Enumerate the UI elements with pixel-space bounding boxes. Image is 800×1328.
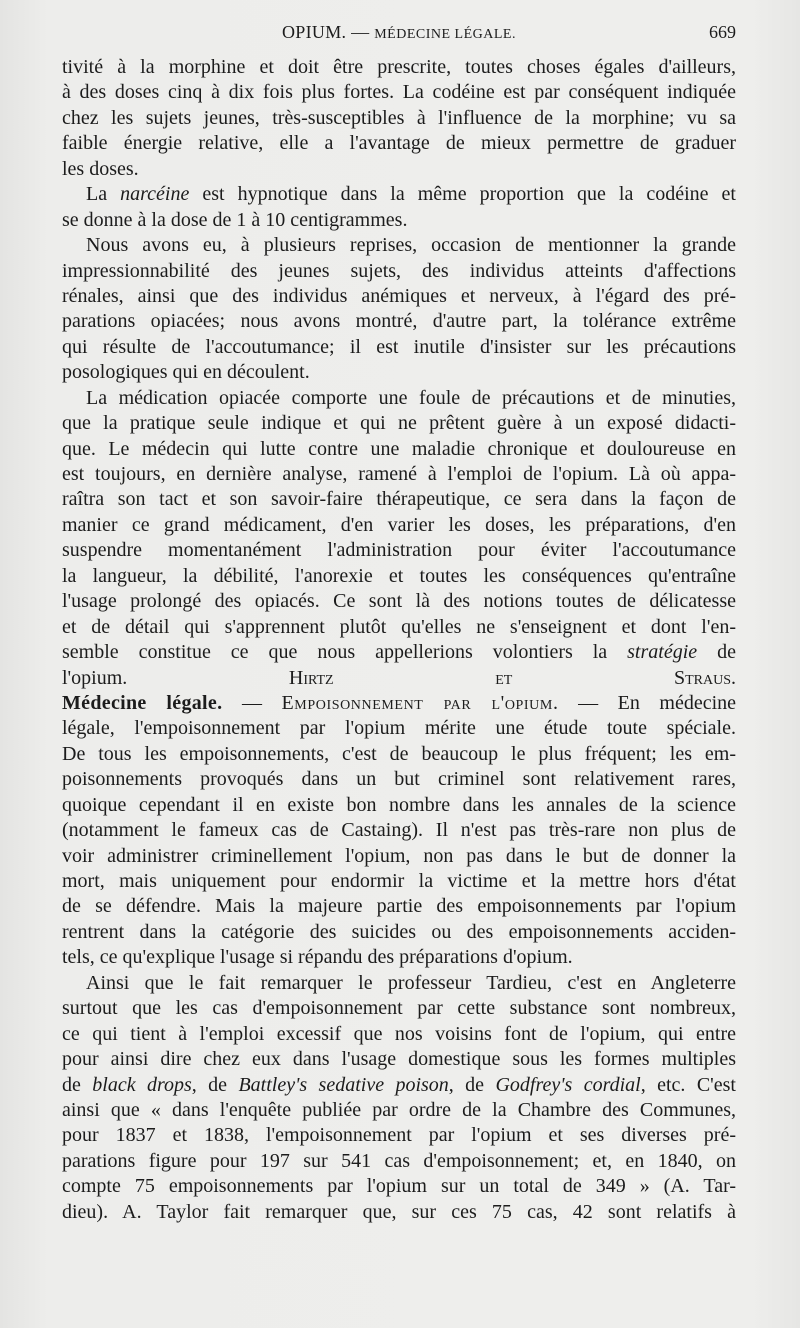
text-line: pour 1837 et 1838, l'empoisonnement par l'opium et ses diverses pré-: [62, 1124, 736, 1147]
text-line: de se défendre. Mais la majeure partie des empoisonnements par l'opium: [62, 895, 736, 918]
text-line: que. Le médecin qui lutte contre une maladie chronique et douloureuse en: [62, 437, 736, 460]
text-line: [62, 1073, 736, 1098]
header-title: [62, 22, 736, 43]
text-run: est hypnotique dans la même proportion que la codéine et: [189, 183, 736, 206]
text-run: — En médecine: [558, 691, 737, 714]
text-line: (notamment le fameux cas de Castaing). Il n'est pas très-rare non plus de: [62, 819, 736, 842]
text-line: impressionnabilité des jeunes sujets, des individus atteints d'affections: [62, 259, 736, 282]
text-run: de: [62, 1073, 93, 1096]
text-line: voir administrer criminellement l'opium, non pas dans le but de donner la: [62, 844, 736, 867]
italic-term: Godfrey's cordial: [495, 1073, 641, 1096]
text-line: chez les sujets jeunes, très-susceptibles à l'influence de la morphine; vu sa: [62, 106, 736, 129]
text-line: [62, 182, 736, 207]
text-line: poisonnements provoqués dans un but criminel sont relativement rares,: [62, 768, 736, 791]
text-line: De tous les empoisonnements, c'est de beaucoup le plus fréquent; les em-: [62, 742, 736, 765]
text-line: faible énergie relative, elle a l'avantage de mieux permettre de graduer: [62, 132, 736, 155]
text-line: ce qui tient à l'emploi excessif que nos voisins font de l'opium, qui entre: [62, 1022, 736, 1045]
text-run: , de: [191, 1073, 239, 1096]
text-line: est toujours, en dernière analyse, ramené à l'emploi de l'opium. Là où appa-: [62, 463, 736, 485]
text-line: [62, 666, 736, 691]
header-title-dash: —: [346, 22, 375, 42]
text-line: [62, 640, 736, 665]
header-title-section: MÉDECINE LÉGALE.: [374, 27, 516, 42]
text-line: suspendre momentanément l'administration pour éviter l'accoutumance: [62, 539, 736, 562]
text-line: se donne à la dose de 1 à 10 centigrammes.: [62, 208, 408, 231]
running-header: [62, 22, 736, 50]
text-line: dieu). A. Taylor fait remarquer que, sur ces 75 cas, 42 sont relatifs à: [62, 1200, 736, 1223]
text-line: Nous avons eu, à plusieurs reprises, occasion de mentionner la grande: [86, 234, 736, 257]
section-heading-line: [62, 691, 736, 716]
text-line: tels, ce qu'explique l'usage si répandu des préparations d'opium.: [62, 946, 573, 969]
text-line: ainsi que « dans l'enquête publiée par ordre de la Chambre des Communes,: [62, 1098, 736, 1121]
text-line: à des doses cinq à dix fois plus fortes. La codéine est par conséquent indiquée: [62, 81, 736, 104]
text-run: , de: [448, 1073, 496, 1096]
body-text: [62, 55, 736, 1225]
text-run: La: [86, 183, 121, 206]
text-line: parations opiacées; nous avons montré, d'autre part, la tolérance extrême: [62, 310, 736, 333]
text-line: la langueur, la débilité, l'anorexie et toutes les conséquences qu'entraîne: [62, 564, 736, 587]
text-line: et de détail qui s'apprennent plutôt qu'elles ne s'enseignent et dont l'en-: [62, 615, 736, 638]
text-line: tivité à la morphine et doit être prescrite, toutes choses égales d'ailleurs,: [62, 56, 736, 78]
text-line: surtout que les cas d'empoisonnement par cette substance sont nombreux,: [62, 997, 736, 1020]
text-run: —: [222, 691, 282, 714]
text-line: raîtra son tact et son savoir-faire thérapeutique, ce sera dans la façon de: [62, 488, 736, 511]
italic-term: narcéine: [120, 183, 190, 206]
text-line: Ainsi que le fait remarquer le professeur Tardieu, c'est en Angleterre: [86, 971, 736, 994]
section-heading: Médecine légale.: [62, 691, 223, 714]
page-number: 669: [709, 22, 736, 42]
author-signature: Hirtz et Straus.: [288, 666, 736, 689]
text-line: compte 75 empoisonnements par l'opium sur un total de 349 » (A. Tar-: [62, 1175, 736, 1198]
text-line: parations figure pour 197 sur 541 cas d'empoisonnement; et, en 1840, on: [62, 1149, 736, 1172]
text-run: de: [697, 641, 736, 664]
text-line: légale, l'empoisonnement par l'opium mérite une étude toute spéciale.: [62, 717, 736, 740]
text-line: quoique cependant il en existe bon nombre dans les annales de la science: [62, 793, 736, 816]
text-line: posologiques qui en découlent.: [62, 361, 310, 384]
text-line: manier ce grand médicament, d'en varier les doses, les préparations, d'en: [62, 513, 736, 536]
text-run: l'opium.: [62, 666, 128, 689]
text-line: rentrent dans la catégorie des suicides ou des empoisonnements acciden-: [62, 920, 736, 943]
text-line: pour ainsi dire chez eux dans l'usage domestique sous les formes multiples: [62, 1048, 736, 1071]
subsection-heading: Empoisonnement par l'opium.: [281, 691, 559, 714]
italic-term: black drops: [92, 1073, 192, 1096]
text-run: semble constitue ce que nous appellerions volontiers la: [62, 641, 628, 664]
text-run: , etc. C'est: [640, 1073, 736, 1096]
text-line: rénales, ainsi que des individus anémiques et nerveux, à l'égard des pré-: [62, 284, 736, 307]
header-title-main: OPIUM.: [282, 22, 347, 42]
text-line: qui résulte de l'accoutumance; il est inutile d'insister sur les précautions: [62, 335, 736, 358]
italic-term: stratégie: [627, 641, 698, 664]
italic-term: Battley's sedative poison: [238, 1073, 449, 1096]
text-line: les doses.: [62, 157, 139, 180]
text-line: que la pratique seule indique et qui ne prêtent guère à un exposé didacti-: [62, 412, 736, 435]
text-line: l'usage prolongé des opiacés. Ce sont là des notions toutes de délicatesse: [62, 590, 736, 613]
text-line: La médication opiacée comporte une foule de précautions et de minuties,: [86, 386, 736, 409]
text-line: mort, mais uniquement pour endormir la victime et la mettre hors d'état: [62, 870, 736, 892]
